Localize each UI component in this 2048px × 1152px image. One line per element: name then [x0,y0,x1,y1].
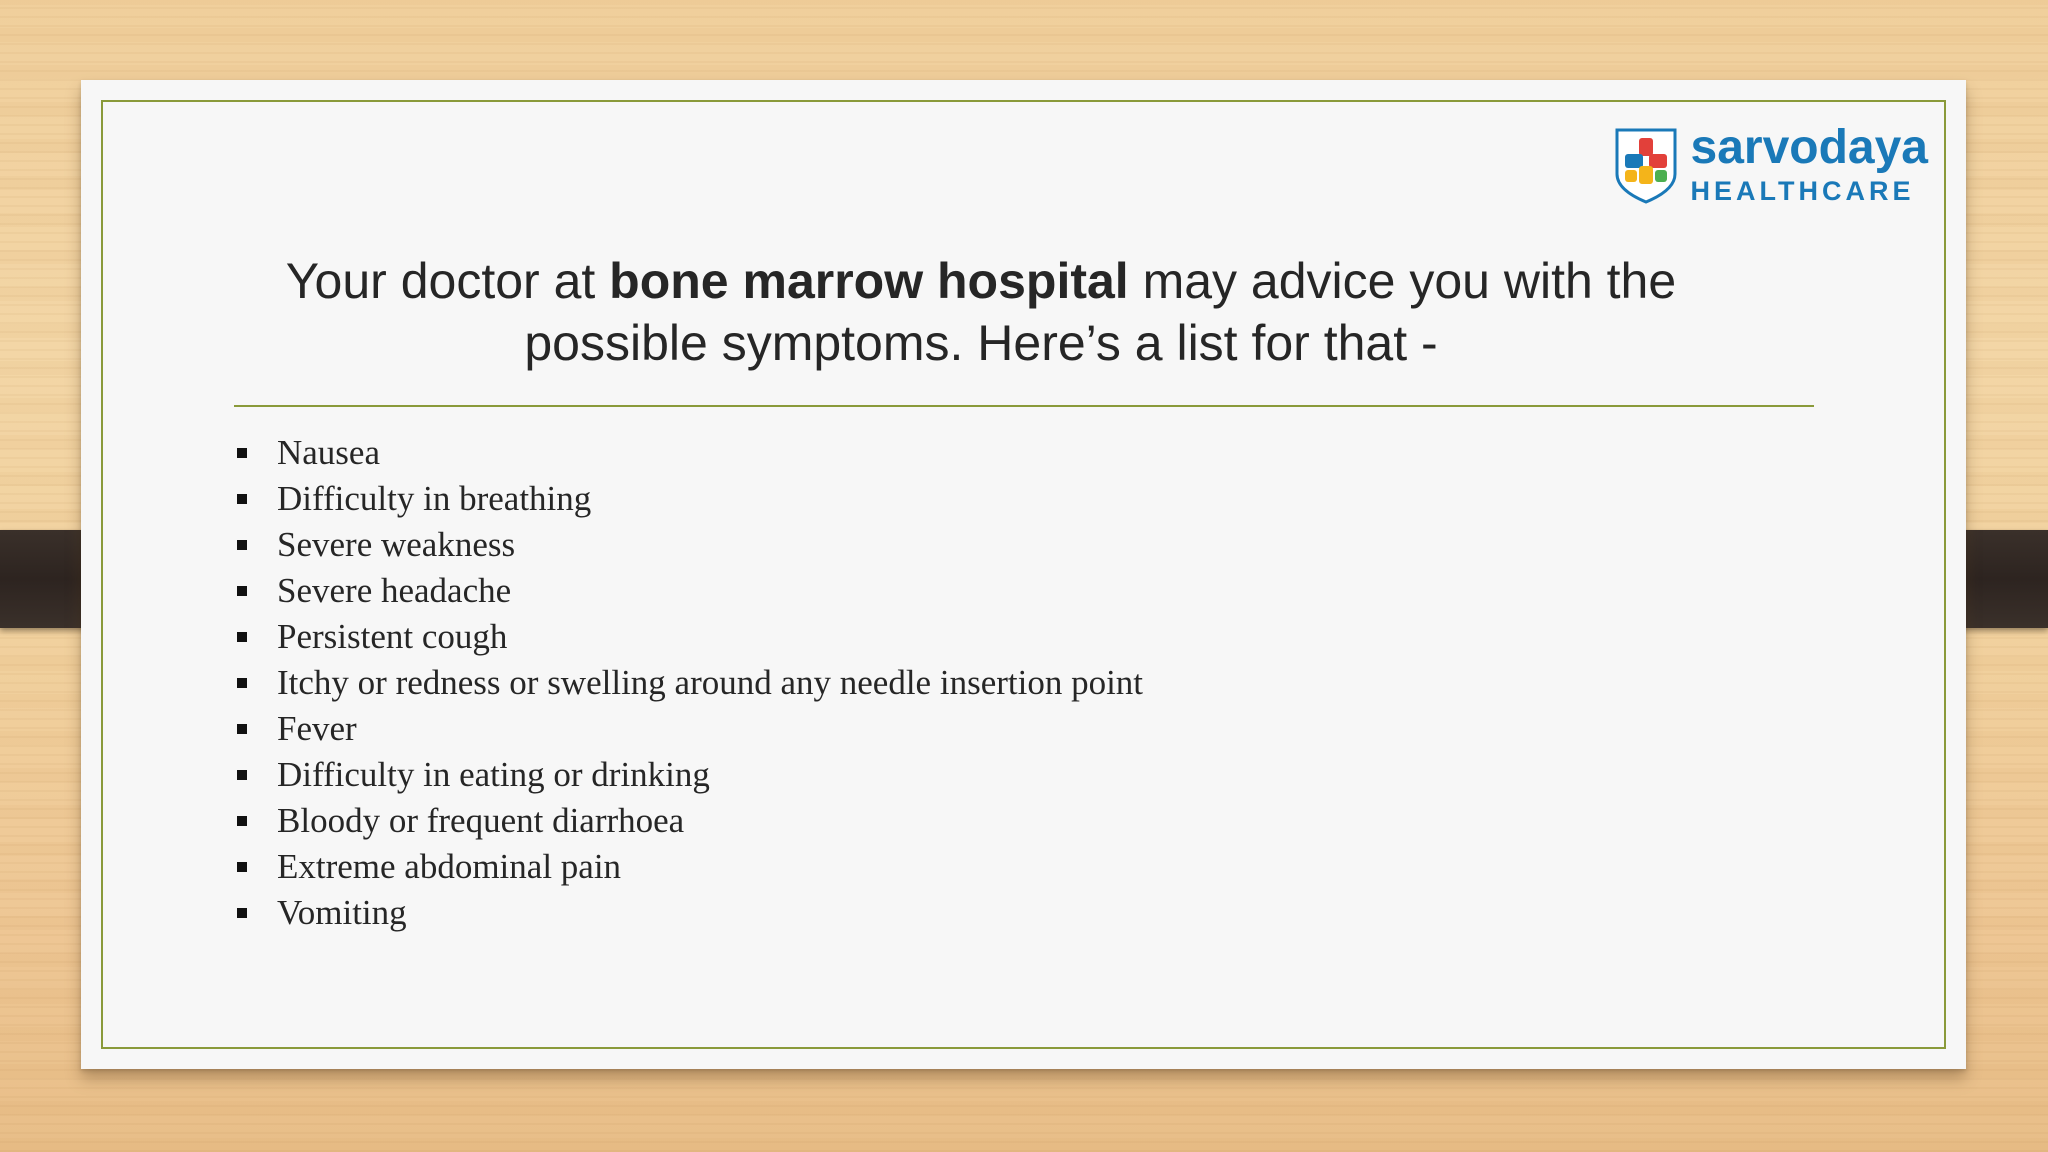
symptom-text: Difficulty in eating or drinking [277,755,710,794]
symptom-list [234,430,1143,936]
list-item [234,660,1143,706]
heading-bold-text: bone marrow hospital [609,253,1129,309]
list-item [234,568,1143,614]
list-item [234,522,1143,568]
list-item [234,798,1143,844]
hospital-cross-logo-icon [1613,126,1679,204]
square-bullet-icon [237,494,247,504]
list-item [234,430,1143,476]
list-item [234,614,1143,660]
square-bullet-icon [237,632,247,642]
slide-heading [211,250,1751,374]
square-bullet-icon [237,816,247,826]
list-item [234,844,1143,890]
list-item [234,752,1143,798]
slide-card [81,80,1966,1069]
heading-divider [234,405,1814,407]
square-bullet-icon [237,770,247,780]
square-bullet-icon [237,540,247,550]
square-bullet-icon [237,586,247,596]
square-bullet-icon [237,862,247,872]
symptom-text: Itchy or redness or swelling around any needle insertion point [277,663,1144,702]
square-bullet-icon [237,448,247,458]
list-item [234,476,1143,522]
logo-subtitle: HEALTHCARE [1690,176,1915,206]
symptom-text: Persistent cough [277,617,508,656]
symptom-text: Severe headache [277,571,512,610]
list-item [234,706,1143,752]
symptom-text: Bloody or frequent diarrhoea [277,801,685,840]
symptom-text: Vomiting [277,893,407,932]
symptom-text: Difficulty in breathing [277,479,592,518]
list-item [234,890,1143,936]
symptom-text: Nausea [277,433,381,472]
logo-name: sarvodaya [1690,121,1928,174]
square-bullet-icon [237,678,247,688]
square-bullet-icon [237,724,247,734]
heading-text-start: Your doctor at [285,253,610,309]
symptom-text: Fever [277,709,357,748]
symptom-text: Extreme abdominal pain [277,847,622,886]
symptom-text: Severe weakness [277,525,516,564]
square-bullet-icon [237,908,247,918]
heading-text-end: may advice you with the possible symptoms. Here’s a list for that - [524,253,1677,371]
sarvodaya-logo [1613,121,1929,206]
